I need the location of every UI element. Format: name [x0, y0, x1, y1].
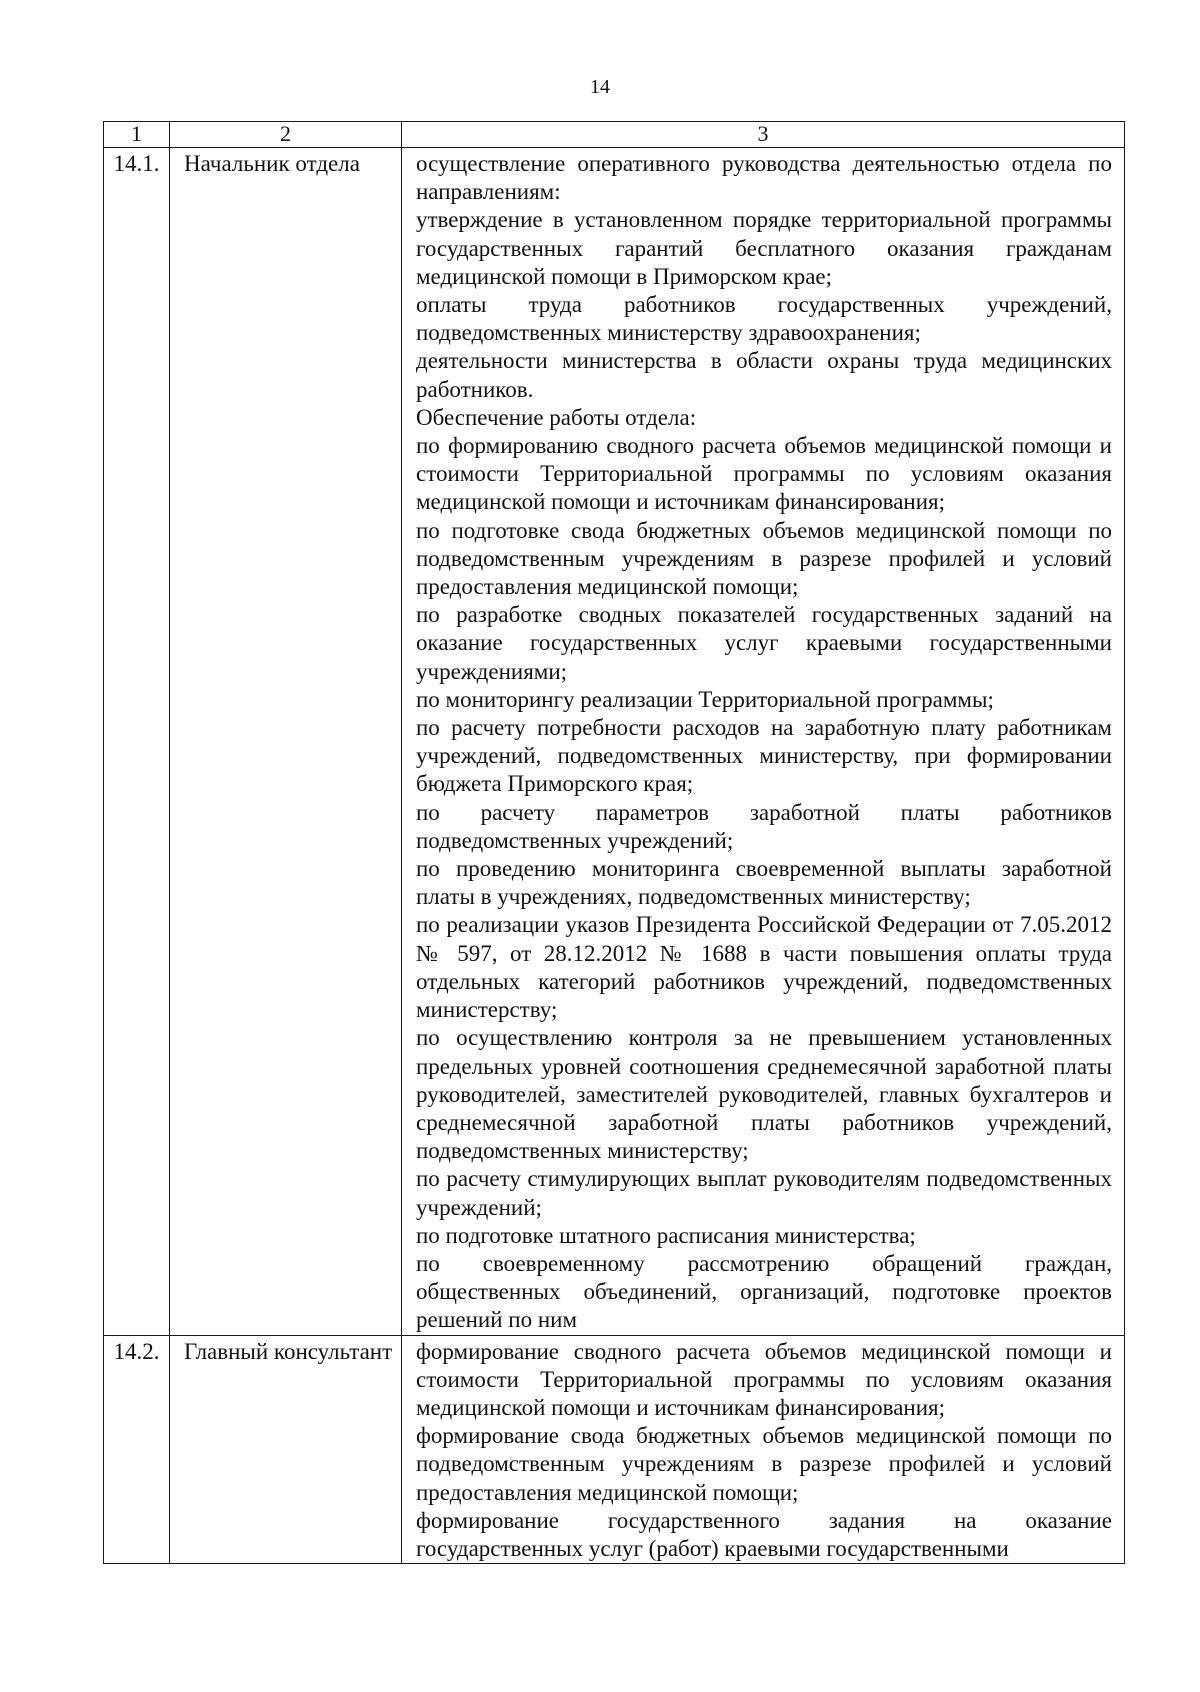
duty-paragraph: утверждение в установленном порядке территориальной программы государственных гарантий бесплатного оказания гражданам медицинской помощи в Приморском крае;: [416, 207, 1112, 289]
table-row: [104, 148, 1125, 1336]
position-title: Главный консультант: [170, 1335, 402, 1564]
duty-paragraph: по подготовке штатного расписания министерства;: [416, 1222, 916, 1248]
duty-paragraph: по расчету стимулирующих выплат руководителям подведомственных учреждений;: [416, 1166, 1112, 1220]
duty-paragraph: по осуществлению контроля за не превышением установленных предельных уровней соотношения среднемесячной заработной платы руководителей, заместителей руководителей, главных бухгалтеров и среднемесячной заработной платы работников учреждений, подведомственных министерству;: [416, 1025, 1112, 1164]
duty-paragraph: формирование свода бюджетных объемов медицинской помощи по подведомственным учреждениям в разрезе профилей и условий предоставления медицинской помощи;: [416, 1423, 1112, 1505]
duty-paragraph: формирование сводного расчета объемов медицинской помощи и стоимости Территориальной программы по условиям оказания медицинской помощи и источникам финансирования;: [416, 1338, 1112, 1420]
duty-paragraph: по проведению мониторинга своевременной выплаты заработной платы в учреждениях, подведомственных министерству;: [416, 856, 1112, 910]
duty-paragraph: по расчету потребности расходов на заработную плату работникам учреждений, подведомственных министерству, при формировании бюджета Приморского края;: [416, 715, 1112, 797]
duties-cell: [402, 148, 1125, 1336]
table-row: [104, 1335, 1125, 1564]
duties-cell: [402, 1335, 1125, 1564]
duty-paragraph: по мониторингу реализации Территориальной программы;: [416, 686, 994, 712]
duties-table: [103, 121, 1125, 1564]
duty-paragraph: по реализации указов Президента Российской Федерации от 7.05.2012 № 597, от 28.12.2012 № 1688 в части повышения оплаты труда отдельных категорий работников учреждений, подведомственных министерству;: [416, 912, 1112, 1023]
table-header-row: [104, 122, 1125, 148]
duty-paragraph: формирование государственного задания на оказание государственных услуг (работ) краевыми государственными: [416, 1507, 1112, 1561]
column-header-position: 2: [170, 122, 402, 148]
duty-paragraph: по формированию сводного расчета объемов медицинской помощи и стоимости Территориальной программы по условиям оказания медицинской помощи и источникам финансирования;: [416, 433, 1112, 515]
row-number: 14.1.: [104, 148, 170, 1336]
duty-paragraph: по своевременному рассмотрению обращений граждан, общественных объединений, организаций, подготовке проектов решений по ним: [416, 1250, 1112, 1333]
duty-paragraph: деятельности министерства в области охраны труда медицинских работников.: [416, 348, 1112, 402]
column-header-number: 1: [104, 122, 170, 148]
duty-paragraph: по подготовке свода бюджетных объемов медицинской помощи по подведомственным учреждениям в разрезе профилей и условий предоставления медицинской помощи;: [416, 517, 1112, 600]
duty-paragraph: оплаты труда работников государственных учреждений, подведомственных министерству здравоохранения;: [416, 292, 1112, 346]
duty-paragraph: Обеспечение работы отдела:: [416, 404, 697, 430]
duty-paragraph: по расчету параметров заработной платы работников подведомственных учреждений;: [416, 799, 1112, 853]
position-title: Начальник отдела: [170, 148, 402, 1336]
column-header-duties: 3: [402, 122, 1125, 148]
duty-paragraph: осуществление оперативного руководства деятельностью отдела по направлениям:: [416, 151, 1112, 205]
row-number: 14.2.: [104, 1335, 170, 1564]
duty-paragraph: по разработке сводных показателей государственных заданий на оказание государственных услуг краевыми государственными учреждениями;: [416, 602, 1112, 684]
page-number: 14: [590, 76, 610, 98]
